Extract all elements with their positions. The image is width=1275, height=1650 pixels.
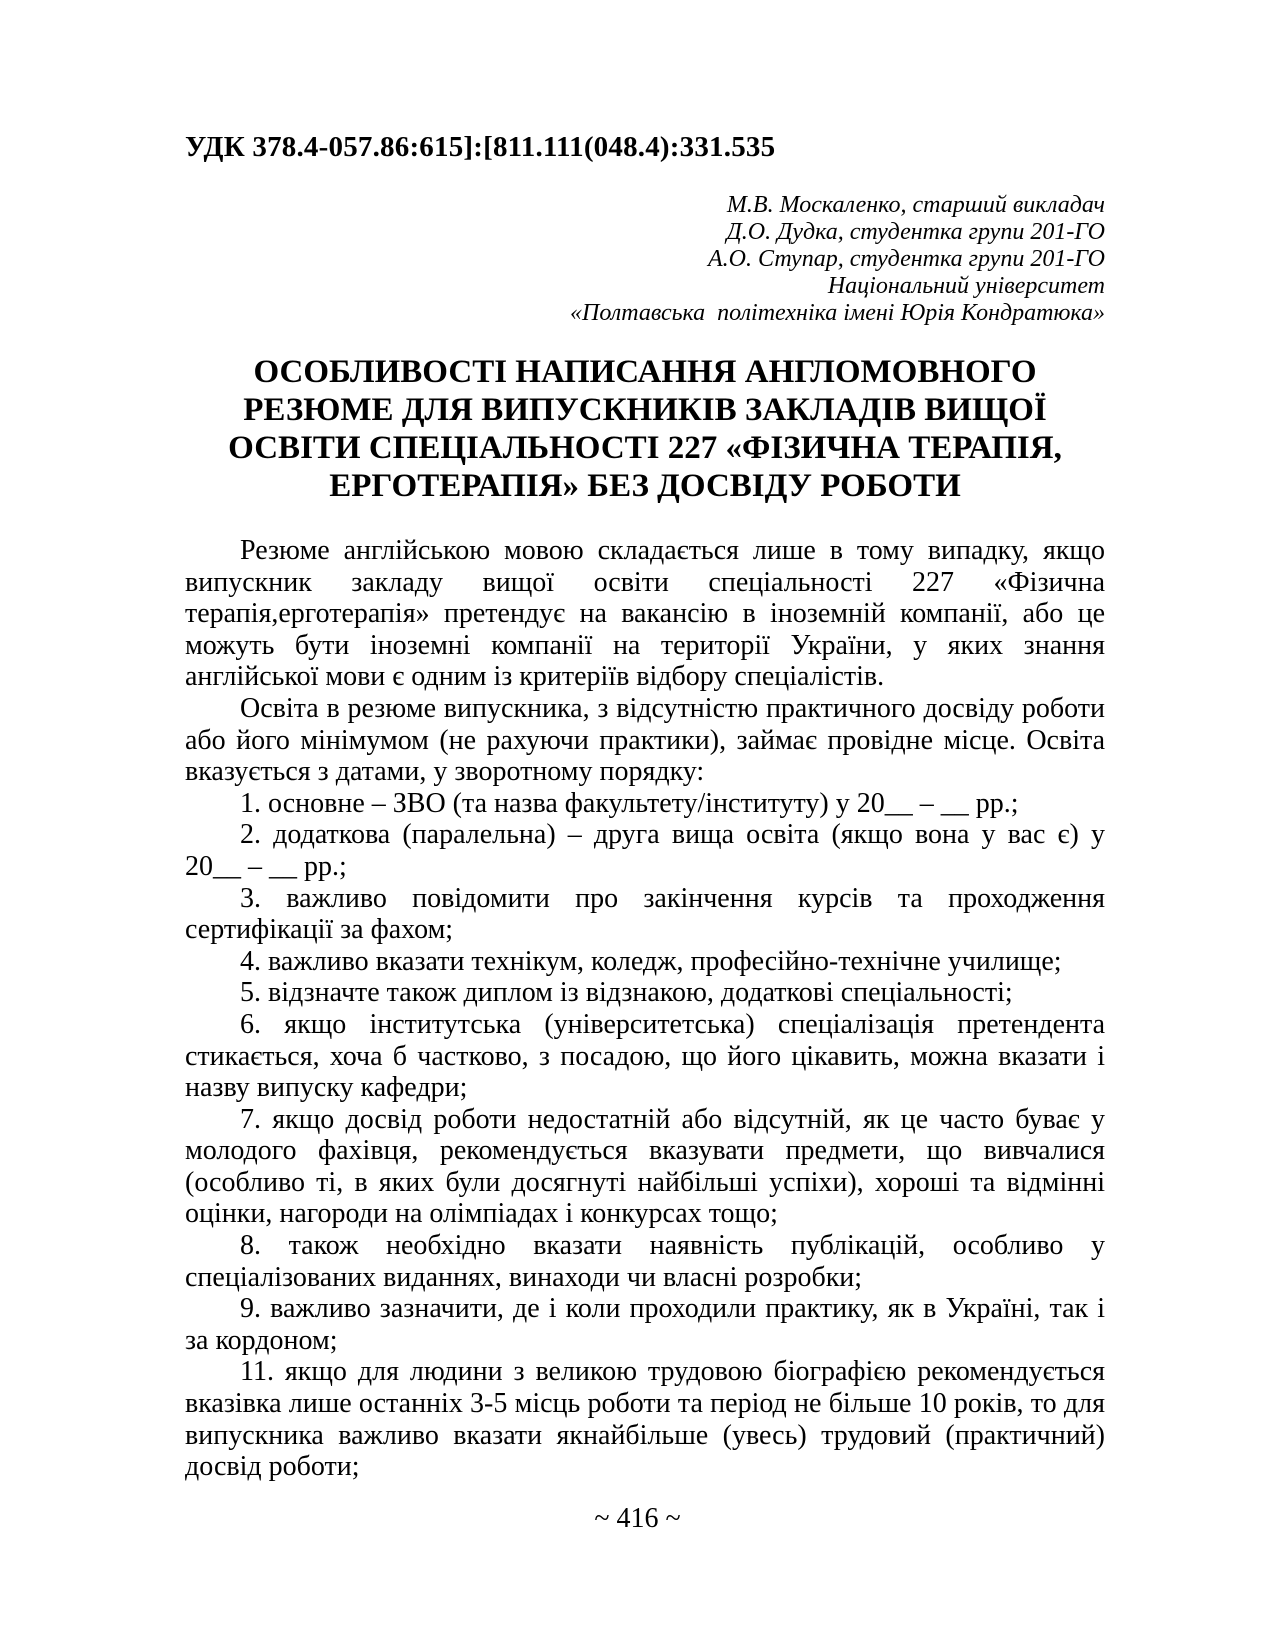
affiliation-line: Національний університет [827,273,1105,299]
article-title-line: ОСОБЛИВОСТІ НАПИСАННЯ АНГЛОМОВНОГО [253,354,1037,390]
affiliation-line: «Полтавська політехніка імені Юрія Кондратюка» [570,300,1105,326]
list-item-paragraph: 9. важливо зазначити, де і коли проходили практику, як в Україні, так і за кордоном; [185,1293,1105,1356]
article-body [185,535,1105,1483]
list-item-paragraph: 8. також необхідно вказати наявність публікацій, особливо у спеціалізованих виданнях, винаходи чи власні розробки; [185,1230,1105,1293]
body-paragraph: Освіта в резюме випускника, з відсутністю практичного досвіду роботи або його мінімумом (не рахуючи практики), займає провідне місце. Освіта вказується з датами, у зворотному порядку: [185,692,1105,788]
author-line: А.О. Ступар, студентка групи 201-ГО [707,246,1105,272]
list-item-paragraph: 6. якщо інститутська (університетська) спеціалізація претендента стикається, хоча б частково, з посадою, що його цікавить, можна вказати і назву випуску кафедри; [185,1008,1105,1104]
list-item-paragraph: 7. якщо досвід роботи недостатній або відсутній, як це часто буває у молодого фахівця, рекомендується вказувати предмети, що вивчалися (особливо ті, в яких були досягнуті найбільші успіхи), хороші та відмінні оцінки, нагороди на олімпіадах і конкурсах тощо; [185,1103,1105,1230]
article-title-line: РЕЗЮМЕ ДЛЯ ВИПУСКНИКІВ ЗАКЛАДІВ ВИЩОЇ [243,392,1047,428]
list-item-paragraph: 5. відзначте також диплом із відзнакою, додаткові спеціальності; [240,977,1013,1009]
article-title-line: ОСВІТИ СПЕЦІАЛЬНОСТІ 227 «ФІЗИЧНА ТЕРАПІЯ, [228,430,1062,466]
author-block [185,192,1105,327]
list-item-paragraph: 2. додаткова (паралельна) – друга вища освіта (якщо вона у вас є) у 20__ – __ рр.; [185,819,1105,882]
body-paragraph: Резюме англійською мовою складається лише в тому випадку, якщо випускник закладу вищої освіти спеціальності 227 «Фізична терапія,ерготерапія» претендує на вакансію в іноземній компанії, або це можуть бути іноземні компанії на території України, у яких знання англійської мови є одним із критеріїв відбору спеціалістів. [185,535,1105,693]
list-item-paragraph: 1. основне – ЗВО (та назва факультету/інституту) у 20__ – __ рр.; [240,787,1019,819]
page-content [185,0,1105,1483]
list-item-paragraph: 3. важливо повідомити про закінчення курсів та проходження сертифікації за фахом; [185,882,1105,946]
udc-code: УДК 378.4-057.86:615]:[811.111(048.4):331.535 [185,131,776,163]
author-line: М.В. Москаленко, старший викладач [726,192,1105,218]
page-number: ~ 416 ~ [594,1503,681,1534]
author-line: Д.О. Дудка, студентка групи 201-ГО [726,219,1105,245]
list-item-paragraph: 11. якщо для людини з великою трудовою біографією рекомендується вказівка лише останніх 3-5 місць роботи та період не більше 10 років, то для випускника важливо вказати якнайбільше (увесь) трудовий (практичний) досвід роботи; [185,1356,1105,1483]
list-item-paragraph: 4. важливо вказати технікум, коледж, професійно-технічне училище; [240,945,1062,977]
article-title-line: ЕРГОТЕРАПІЯ» БЕЗ ДОСВІДУ РОБОТИ [329,468,961,504]
article-title [185,353,1105,505]
